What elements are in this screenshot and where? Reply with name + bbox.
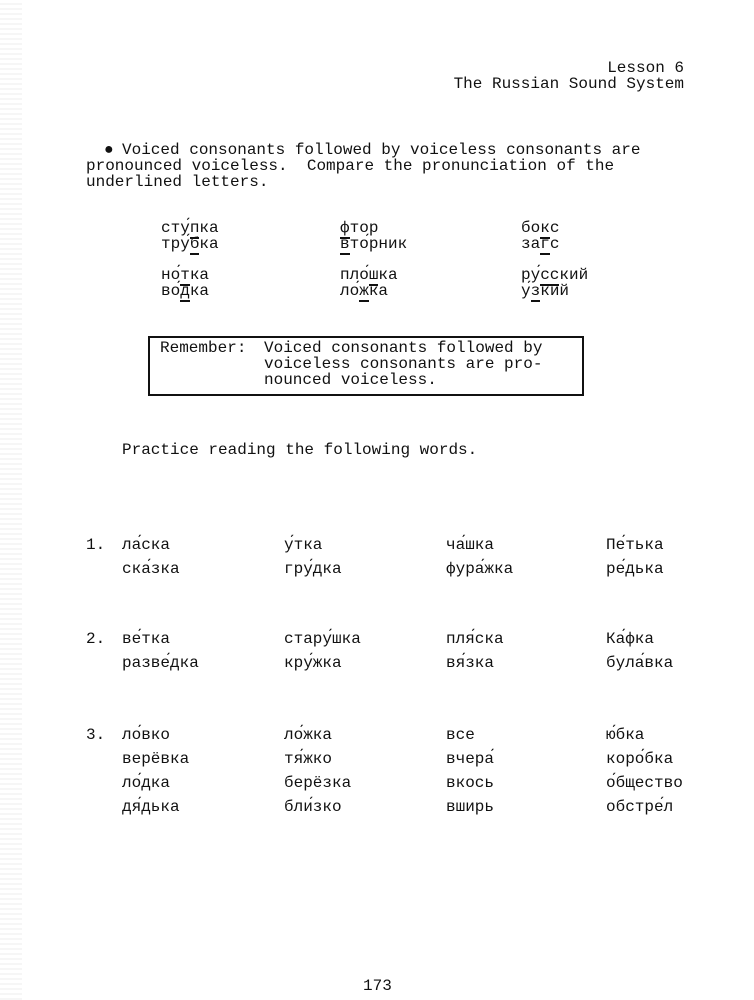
underlined-letters: п <box>189 219 200 237</box>
group-number: 3. <box>86 726 106 744</box>
practice-word: Ка́фка <box>606 630 655 648</box>
underlined-letters: з <box>530 282 541 300</box>
practice-word: Пе́тька <box>606 536 664 554</box>
practice-word: о́бщество <box>606 774 683 792</box>
practice-word: стару́шка <box>284 630 361 648</box>
comparison-word: бокс <box>521 219 560 237</box>
comparison-word: но́тка <box>161 266 210 284</box>
group-number: 1. <box>86 536 106 554</box>
practice-word: ре́дька <box>606 560 664 578</box>
practice-word: разве́дка <box>122 654 199 672</box>
underlined-letters: ж <box>359 282 369 300</box>
practice-word: дя́дька <box>122 798 180 816</box>
practice-word: ло́дка <box>122 774 171 792</box>
underlined-letters: в <box>340 235 350 253</box>
comparison-word: тру́бка <box>161 235 219 253</box>
comparison-word: сту́пка <box>161 219 219 237</box>
practice-word: була́вка <box>606 654 674 672</box>
practice-word: верёвка <box>122 750 190 768</box>
remember-text: nounced voiceless. <box>264 371 437 389</box>
bullet-icon: ● <box>104 141 114 159</box>
practice-word: ве́тка <box>122 630 171 648</box>
practice-word: ча́шка <box>446 536 495 554</box>
practice-word: тя́жко <box>284 750 333 768</box>
underlined-letters: сс <box>540 266 560 284</box>
remember-label: Remember: <box>160 339 247 357</box>
intro-line: Voiced consonants followed by voiceless consonants are <box>122 141 641 159</box>
underlined-letters: к <box>540 219 550 237</box>
practice-word: бли́зко <box>284 798 342 816</box>
practice-instruction: Practice reading the following words. <box>122 441 478 459</box>
comparison-word: во́дка <box>161 282 210 300</box>
remember-text: voiceless consonants are pro- <box>264 355 543 373</box>
practice-word: пля́ска <box>446 630 504 648</box>
practice-word: вкось <box>446 774 495 792</box>
comparison-word: вто́рник <box>340 235 408 253</box>
practice-word: все <box>446 726 475 744</box>
practice-word: вширь <box>446 798 495 816</box>
comparison-word: у́зкий <box>521 282 570 300</box>
practice-word: ло́вко <box>122 726 171 744</box>
practice-word: ла́ска <box>122 536 171 554</box>
scan-margin-noise <box>0 0 22 1000</box>
lesson-title: The Russian Sound System <box>453 75 684 93</box>
practice-word: гру́дка <box>284 560 342 578</box>
group-number: 2. <box>86 630 106 648</box>
underlined-letters: д <box>180 282 190 300</box>
intro-line: pronounced voiceless. Compare the pronunciation of the <box>86 157 615 175</box>
practice-word: берёзка <box>284 774 352 792</box>
practice-word: ло́жка <box>284 726 333 744</box>
remember-text: Voiced consonants followed by <box>264 339 543 357</box>
practice-word: фура́жка <box>446 560 514 578</box>
intro-line: underlined letters. <box>86 173 269 191</box>
practice-word: коро́бка <box>606 750 674 768</box>
comparison-word: ло́жка <box>340 282 389 300</box>
comparison-word: фтор <box>340 219 379 237</box>
page-number: 173 <box>363 977 392 995</box>
practice-word: обстре́л <box>606 798 674 816</box>
comparison-word: ру́сский <box>521 266 589 284</box>
practice-word: кру́жка <box>284 654 342 672</box>
underlined-letters: г <box>540 235 550 253</box>
underlined-letters: ф <box>340 219 350 237</box>
comparison-word: пло́шка <box>340 266 398 284</box>
underlined-letters: б <box>189 235 200 253</box>
comparison-word: загс <box>521 235 560 253</box>
underlined-letters: т <box>180 266 190 284</box>
practice-word: у́тка <box>284 536 323 554</box>
practice-word: ю́бка <box>606 726 645 744</box>
practice-word: вчера́ <box>446 750 495 768</box>
lesson-number: Lesson 6 <box>607 59 684 77</box>
practice-word: вя́зка <box>446 654 495 672</box>
practice-word: ска́зка <box>122 560 180 578</box>
underlined-letters: ш <box>368 266 379 284</box>
